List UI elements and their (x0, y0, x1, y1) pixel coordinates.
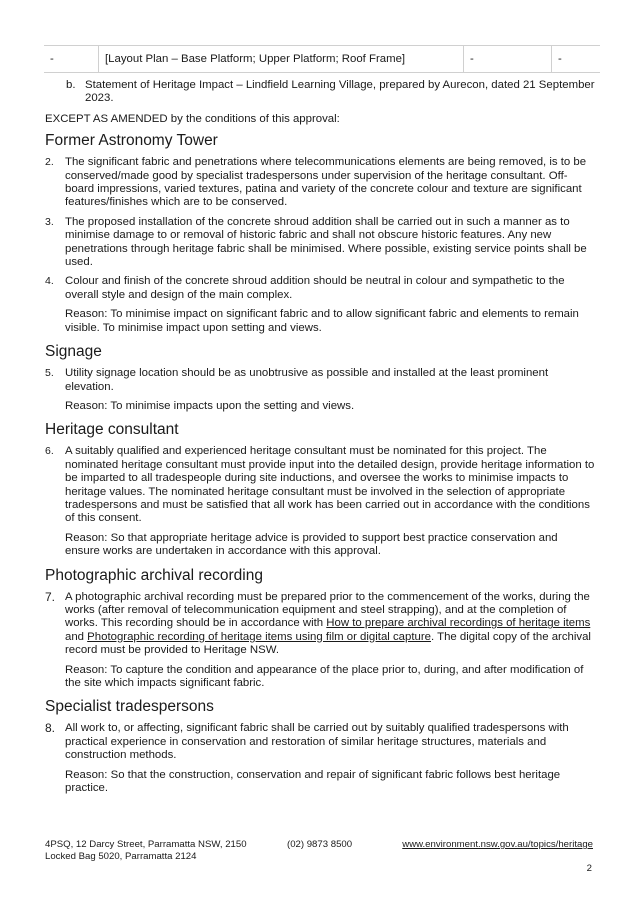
footer-website-link[interactable]: www.environment.nsw.gov.au/topics/heritage (402, 839, 593, 850)
reason-text: Reason: To minimise impact on significant fabric and to allow significant fabric and elements to remain visible. To minimise impact upon setting and views. (65, 308, 579, 334)
archival-recordings-link[interactable]: How to prepare archival recordings of heritage items (326, 617, 591, 630)
table-cell: - (44, 46, 99, 73)
condition-item (45, 216, 595, 270)
list-label: b. (66, 79, 76, 91)
condition-text: The proposed installation of the concrete shroud addition shall be carried out in such a manner as to minimise damage to or removal of historic fabric and shall not obscure historic features. Any new penetrations through heritage fabric shall be minimised. Where possible, existing service points shall be used. (65, 215, 587, 269)
section-heading: Heritage consultant (45, 421, 179, 439)
table-cell: [Layout Plan – Base Platform; Upper Platform; Roof Frame] (99, 46, 464, 73)
list-text: Statement of Heritage Impact – Lindfield Learning Village, prepared by Aurecon, dated 21 September 2023. (85, 79, 595, 105)
condition-text-part: and (65, 630, 88, 643)
condition-text: The significant fabric and penetrations where telecommunications elements are being removed, is to be conserved/made good by specialist tradespersons under supervision of the heritage consultant. Off-board impressions, varied textures, patina and variety of the concrete colour and texture are significant features/finishes which are to be conserved. (65, 156, 587, 209)
section-heading: Specialist tradespersons (45, 698, 214, 716)
main-content (45, 79, 595, 803)
condition-item (45, 367, 595, 394)
condition-number: 5. (45, 367, 54, 380)
condition-number: 3. (45, 215, 54, 228)
reason-text: Reason: So that the construction, conservation and repair of significant fabric follows best heritage practice. (65, 768, 561, 795)
condition-item (45, 591, 595, 658)
condition-item (45, 722, 595, 762)
footer-address-line: 4PSQ, 12 Darcy Street, Parramatta NSW, 2150 (45, 839, 247, 850)
condition-number: 4. (45, 275, 54, 288)
reason-text: Reason: To minimise impacts upon the setting and views. (65, 399, 355, 412)
condition-number: 2. (45, 156, 54, 169)
condition-text-part: A photographic archival recording must be prepared prior to the commencement of the works, during the works (after removal of telecommunication equipment and steel strapping), and at the completion of works. This recording should be in accordance with (65, 590, 590, 630)
condition-item (45, 445, 595, 525)
condition-text: A suitably qualified and experienced heritage consultant must be nominated for this project. The nominated heritage consultant must provide input into the detailed design, provide heritage information to be imparted to all tradespeople during site inductions, and oversee the works to minimise impacts to heritage values. The nominated heritage consultant must be involved in the selection of appropriate tradespersons and must be satisfied that all work has been carried out in accordance with the conditions of this consent. (65, 445, 595, 525)
table-cell: - (552, 46, 601, 73)
condition-text-part: . The digital copy of the archival record must be provided to Heritage NSW. (65, 630, 591, 657)
condition-item (45, 156, 595, 210)
section-heading: Former Astronomy Tower (45, 132, 218, 150)
table-row (44, 46, 600, 73)
page-number: 2 (586, 863, 592, 874)
condition-number: 6. (45, 445, 54, 458)
condition-number: 8. (45, 721, 56, 736)
condition-text: Utility signage location should be as unobtrusive as possible and installed at the least prominent elevation. (65, 367, 549, 393)
condition-text: All work to, or affecting, significant fabric shall be carried out by suitably qualified tradespersons with practical experience in conservation and restoration of similar heritage structures, materials and construction methods. (65, 722, 569, 762)
reason-text: Reason: To capture the condition and appearance of the place prior to, during, and after modification of the site which impacts significant fabric. (65, 663, 584, 689)
condition-item (45, 275, 595, 302)
except-text: EXCEPT AS AMENDED by the conditions of this approval: (45, 112, 340, 125)
condition-text (65, 591, 595, 658)
plans-table (44, 45, 600, 73)
section-heading: Signage (45, 343, 102, 361)
footer-phone: (02) 9873 8500 (287, 839, 353, 850)
reason-text: Reason: So that appropriate heritage advice is provided to support best practice conservation and ensure works are undertaken in accordance with this approval. (65, 531, 558, 558)
list-item (66, 79, 595, 106)
table-cell: - (464, 46, 552, 73)
condition-number: 7. (45, 589, 56, 604)
section-heading: Photographic archival recording (45, 566, 263, 584)
footer-address (45, 839, 265, 863)
photographic-recording-link[interactable]: Photographic recording of heritage items using film or digital capture (87, 630, 431, 643)
footer-address-line: Locked Bag 5020, Parramatta 2124 (45, 851, 197, 862)
condition-text: Colour and finish of the concrete shroud addition should be neutral in colour and sympathetic to the overall style and design of the main complex. (65, 275, 565, 301)
